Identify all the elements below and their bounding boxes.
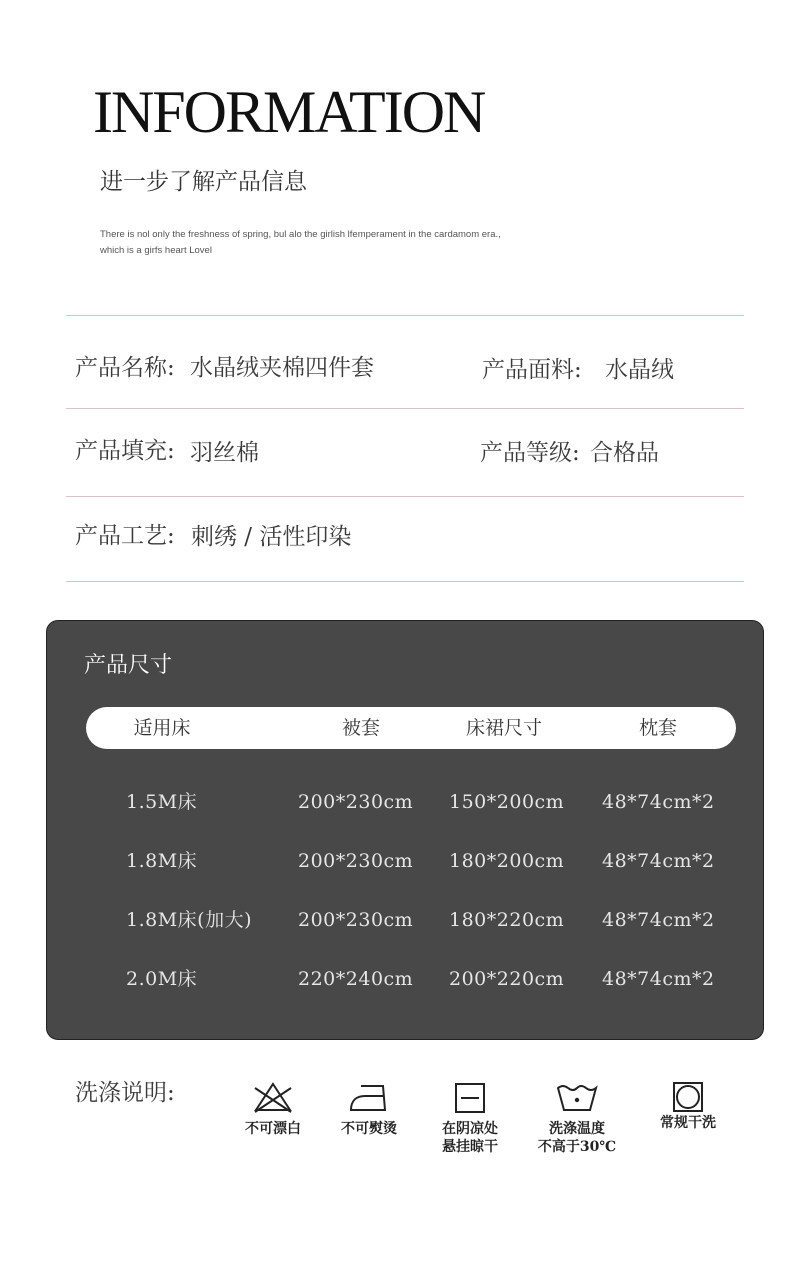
product-craft-label: 产品工艺: [75,523,175,549]
divider [66,315,744,316]
care-text-line2: 悬挂晾干 [442,1139,498,1155]
divider [66,496,744,497]
page-title: INFORMATION [93,79,485,145]
product-name-label: 产品名称: [75,355,175,381]
care-text-line1: 不可熨烫 [341,1121,397,1137]
table-cell: 220*240cm [298,968,414,990]
product-fabric-value: 水晶绒 [605,357,674,383]
table-cell: 48*74cm*2 [602,850,715,872]
header-pillowcase: 枕套 [638,717,678,739]
header-duvet: 被套 [341,717,381,739]
care-item-wash-temp [527,1080,627,1156]
no-iron-icon [347,1080,391,1114]
care-item-dry-clean [638,1080,738,1132]
product-craft-value: 刺绣 / 活性印染 [191,524,352,550]
product-grade-value: 合格品 [590,440,659,466]
table-cell: 48*74cm*2 [602,791,715,813]
table-cell: 1.8M床(加大) [126,909,252,931]
table-cell: 150*200cm [449,791,565,813]
care-text-line2: 不高于30℃ [537,1139,617,1155]
size-table-panel [46,620,764,1040]
page-subtitle: 进一步了解产品信息 [100,169,307,195]
care-item-no-bleach [223,1080,323,1138]
table-row [47,789,765,815]
header-bed: 适用床 [133,717,191,739]
divider [66,408,744,409]
table-cell: 200*230cm [298,791,414,813]
table-cell: 48*74cm*2 [602,968,715,990]
table-cell: 180*200cm [449,850,565,872]
size-table-title: 产品尺寸 [84,653,173,678]
care-text-line1: 常规干洗 [660,1115,716,1131]
product-grade-label: 产品等级: [480,440,580,466]
care-instructions-label: 洗涤说明: [75,1080,175,1106]
description-line-2: which is a girfs heart Lovel [100,245,212,256]
product-filling-label: 产品填充: [75,438,175,464]
table-row [47,907,765,933]
dry-clean-icon [666,1080,710,1114]
shade-dry-icon [448,1080,492,1114]
product-filling-value: 羽丝棉 [190,440,259,466]
wash-temp-icon [555,1080,599,1114]
product-fabric-label: 产品面料: [482,357,582,383]
product-name-value: 水晶绒夹棉四件套 [190,355,374,381]
care-text-line1: 在阴凉处 [442,1121,498,1137]
table-cell: 200*230cm [298,909,414,931]
header-bedskirt: 床裙尺寸 [465,717,543,739]
care-item-shade-dry [420,1080,520,1156]
care-text-line1: 不可漂白 [245,1121,301,1137]
table-cell: 180*220cm [449,909,565,931]
table-cell: 48*74cm*2 [602,909,715,931]
table-row [47,966,765,992]
table-cell: 1.8M床 [126,850,198,872]
care-item-no-iron [319,1080,419,1138]
description-line-1: There is nol only the freshness of spring, bul alo the girlish lfemperament in the cardamom era., [100,229,501,240]
table-cell: 2.0M床 [126,968,198,990]
divider [66,581,744,582]
no-bleach-icon [251,1080,295,1114]
table-cell: 200*220cm [449,968,565,990]
table-cell: 200*230cm [298,850,414,872]
care-text-line1: 洗涤温度 [549,1121,605,1137]
size-table-header [86,707,736,749]
table-row [47,848,765,874]
table-cell: 1.5M床 [126,791,198,813]
